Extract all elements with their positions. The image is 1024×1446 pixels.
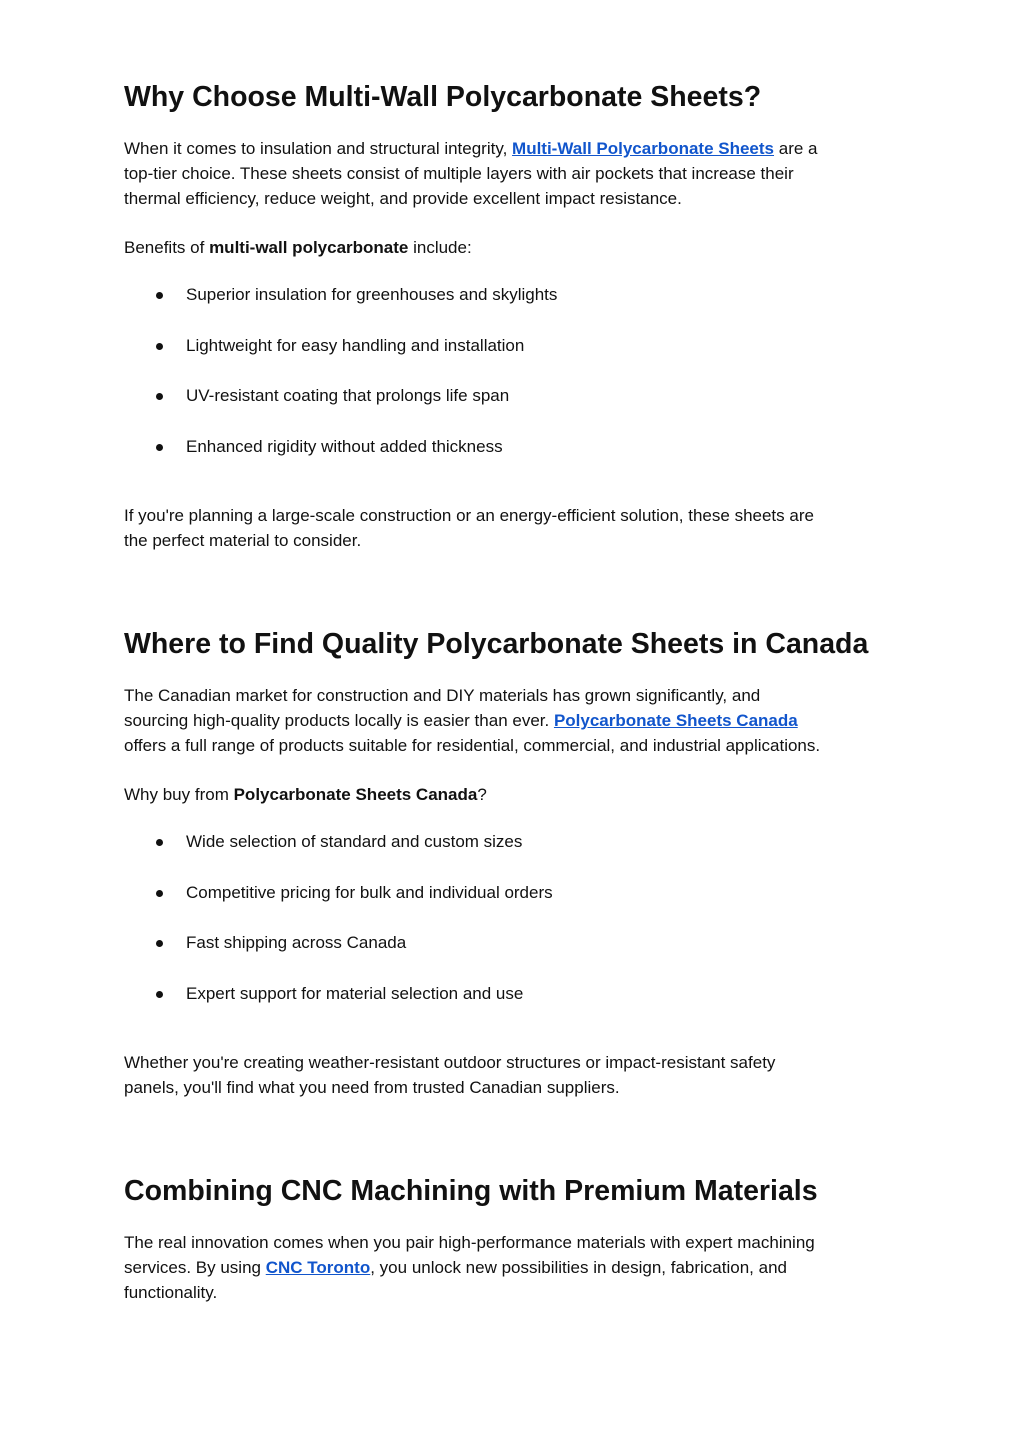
intro-text: The real innovation comes when you pair high-performance materials with expert machining [124,1233,815,1252]
list-item [124,829,894,880]
bullet-icon [156,890,163,897]
benefits-lead [124,235,894,260]
closing-text: the perfect material to consider. [124,531,362,550]
benefits-lead-text: Benefits of [124,238,210,257]
list-item [124,930,894,981]
benefits-list [124,282,894,484]
list-item-text: UV-resistant coating that prolongs life span [186,386,510,405]
why-buy-list [124,829,894,1031]
multiwall-closing-paragraph [124,503,894,553]
intro-text: functionality. [124,1283,218,1302]
section-heading-cnc: Combining CNC Machining with Premium Materials [124,1175,818,1207]
bullet-icon [156,292,163,299]
canada-closing-paragraph [124,1050,894,1100]
intro-text: are a [774,139,818,158]
bullet-icon [156,444,163,451]
bullet-icon [156,393,163,400]
list-item-text: Expert support for material selection and use [186,983,524,1003]
closing-text: panels, you'll find what you need from trusted Canadian suppliers. [124,1078,620,1097]
intro-text: sourcing high-quality products locally is easier than ever. [124,711,554,730]
intro-text: , you unlock new possibilities in design, fabrication, and [370,1258,787,1277]
closing-text: Whether you're creating weather-resistant outdoor structures or impact-resistant safety [124,1053,776,1072]
bullet-icon [156,940,163,947]
intro-text: When it comes to insulation and structural integrity, [124,139,513,158]
list-item-text: Enhanced rigidity without added thickness [186,436,503,456]
section-heading-canada: Where to Find Quality Polycarbonate Sheets in Canada [124,628,869,660]
list-item-text: Wide selection of standard and custom sizes [186,832,523,851]
list-item-text: Fast shipping across Canada [186,933,407,952]
list-item [124,434,894,485]
list-item-text: Superior insulation for greenhouses and skylights [186,285,558,304]
bullet-icon [156,343,163,350]
why-buy-text: ? [477,785,487,804]
list-item [124,383,894,434]
benefits-lead-bold: multi-wall polycarbonate [209,238,409,257]
intro-text: thermal efficiency, reduce weight, and provide excellent impact resistance. [124,189,682,208]
list-item [124,333,894,384]
cnc-intro-paragraph [124,1230,894,1305]
closing-text: If you're planning a large-scale construction or an energy-efficient solution, these sheets are [124,506,814,525]
multiwall-sheets-link[interactable]: Multi-Wall Polycarbonate Sheets [512,139,775,158]
intro-text: services. By using [124,1258,266,1277]
why-buy-bold: Polycarbonate Sheets Canada [233,785,478,804]
cnc-toronto-link[interactable]: CNC Toronto [265,1258,371,1277]
list-item [124,282,894,333]
list-item [124,981,894,1032]
list-item-text: Lightweight for easy handling and installation [186,335,525,355]
bullet-icon [156,991,163,998]
intro-text: offers a full range of products suitable for residential, commercial, and industrial applications. [124,736,821,755]
intro-text: top-tier choice. These sheets consist of multiple layers with air pockets that increase their [124,164,794,183]
why-buy-text: Why buy from [124,785,234,804]
list-item [124,880,894,931]
polycarbonate-sheets-canada-link[interactable]: Polycarbonate Sheets Canada [553,711,798,730]
section-heading-multiwall: Why Choose Multi-Wall Polycarbonate Sheets? [124,81,762,113]
benefits-lead-text: include: [408,238,472,257]
multiwall-intro-paragraph [124,136,894,211]
list-item-text: Competitive pricing for bulk and individual orders [186,882,553,902]
canada-intro-paragraph [124,683,894,758]
bullet-icon [156,839,163,846]
intro-text: The Canadian market for construction and DIY materials has grown significantly, and [124,686,761,705]
why-buy-lead [124,782,894,807]
